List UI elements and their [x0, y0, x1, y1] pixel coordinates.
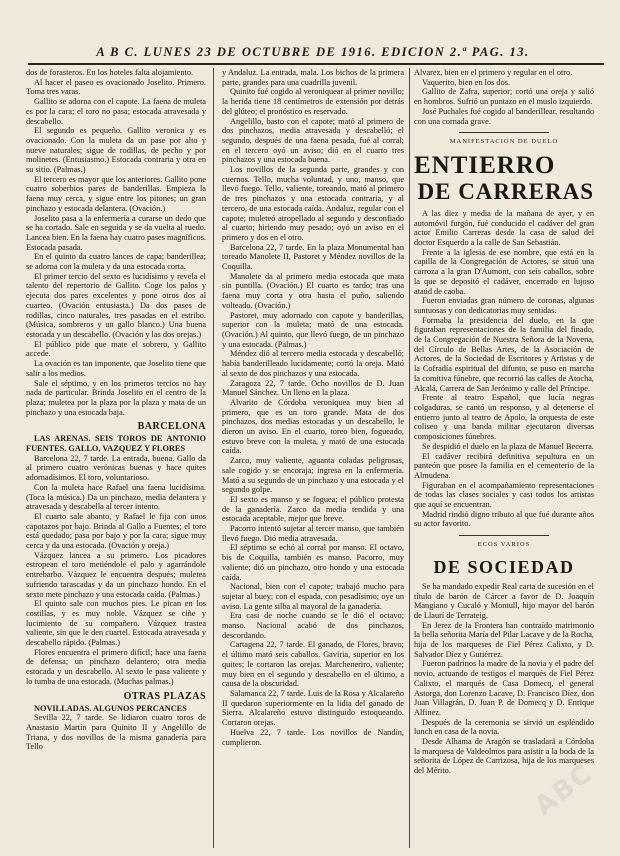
paragraph: Fueron padrinos la madre de la novia y el padre del novio, actuando de testigos el marqués de Fiel Pérez Calixto, el marqués de Casa Domecq, el general Astorga, don Lorenzo Lacave, D. Francisco Díez, don Juan Villagrán, D. Juan P. de Domecq y D. Enrique Alfinez. [414, 659, 594, 717]
subheading: NOVILLADAS. ALGUNOS PERCANCES [34, 703, 187, 713]
paragraph: El primer tercio del sexto es lucidísimo y revela el talento del repertorio de Gallito. Coge los palos y ejecuta dos pares excelentes y pone otros dos al cuarteo. (Ovación entusiasta.) Da dos pases de rodillas, cinco naturales, tres pasadas en el estribo. (Música, sombreros y un gallo blanco.) Una buena estocada y un descabello. (Ovación y las dos orejas.) [26, 271, 206, 339]
paragraph: La ovación es tan imponente, que Joselito tiene que salir a los medios. [26, 359, 206, 378]
section-heading-barcelona: BARCELONA [137, 421, 206, 433]
paragraph: dos de forasteros. En los hoteles falta alojamiento. [26, 68, 194, 77]
column-divider [213, 68, 214, 848]
paragraph: Gallito se adorna con el capote. La faena de muleta es por la cara; el toro no pasa; estocada atravesada y descabello. [26, 97, 206, 126]
section-caption: MANIFESTACION DE DUELO [449, 138, 559, 146]
section-caption: ECOS VARIOS [477, 541, 531, 549]
divider [459, 132, 549, 133]
paragraph: Huelva 22, 7 tarde. Los novillos de Nandín, cumplieron. [222, 727, 404, 747]
paragraph: y Andaluz. La entrada, mala. Los bichos de la primera parte, grandes para una cuadrilla juvenil. [222, 68, 404, 87]
subheading: LAS ARENAS. SEIS TOROS DE ANTONIO FUENTES. GALLO, VAZQUEZ Y FLORES [26, 434, 206, 454]
paragraph: Madrid rindió digno tributo al que fué durante años su actor favorito. [414, 509, 594, 529]
paragraph: Vázquez lancea a su primero. Los picadores estropean el toro metiéndole el palo y agarrándole entrebarbo. Vázquez le encuentra después; muletea sufriendo tarascadas y da un pinchazo hondo. En el sexto mete pinchazo y una estocada caída. (Palmas.) [26, 550, 206, 599]
paragraph: El séptimo se echó al corral por manso. El octavo, bis de Coquilla, también es manso. Pacorro, muy valiente; dió un pinchazo, otro hondo y una estocada caída. [222, 543, 404, 582]
paragraph: En el quinto da cuatro lances de capa; banderillea; se adorna con la muleta y da una estocada corta. [26, 252, 206, 272]
paragraph: Era casi de noche cuando se le dió el octavo; manso. Nacional acabó de dos pinchazos, descordando. [222, 611, 404, 640]
paragraph: Pacorro intentó sujetar al tercer manso, que también llevó fuego. Dió media atravesada. [222, 524, 404, 543]
headline-de-sociedad: DE SOCIEDAD [433, 556, 575, 577]
paragraph: Desde Alhama de Aragón se trasladará a Córdoba la marquesa de Valdeolmos para asistir a la boda de la señorita de López de Carrizosa, hija de los marqueses del Mérito. [414, 737, 594, 776]
paragraph: Manolete da al primero media estocada que mata sin puntilla. (Ovación.) El cuarto es tardo; tras una faena muy corta y otra hasta el puño, saliendo volteado. (Ovación.) [222, 271, 404, 310]
paragraph: Joselito pasa a la enfermería a curarse un dedo que se ha cortado. Sale en seguida y se da vuelta al ruedo. Lancea bien. En la faena hay cuatro pases magníficos. Estocada pasada. [26, 213, 206, 252]
paragraph: Nacional, bien con el capote; trabajó mucho para sujetar al buey; con el espada, con pesadísimo; oye un aviso. La gente silba al mayoral de la ganadería. [222, 582, 404, 611]
paragraph: Zarco, muy valiente, aguanta coladas peligrosas, sale cogido y se encoraja; ingresa en la enfermería. Mató a su segundo de un pinchazo y una estocada y el segundo golpe. [222, 456, 404, 495]
paragraph: El quinto sale con muchos pies. Le pican en los costillas, y es muy noble. Vázquez se ciñe y lucimiento de su compañero. Vázquez trastea valiente, sin que le den cuartel. Estocada atravesada y descabello rápido. (Palmas.) [26, 599, 206, 648]
paragraph: Con la muleta hace Rafael una faena lucidísima. (Toca la música.) Da un pinchazo, media delantera y atravesada y descabella al tercer intento. [26, 482, 206, 512]
paragraph: Después de la ceremonia se sirvió un espléndido lunch en casa de la novia. [414, 717, 594, 737]
paragraph: El segundo es pequeño. Gallito veronica y es ovacionado. Con la muleta da un pase por alto y nueve naturales; sigue de rodillas, de pecho y por molinetes. (Entusiasmo.) Estocada contraria y otra en su sitio. (Palmas.) [26, 126, 206, 175]
paragraph: Figuraban en el acompañamiento representaciones de todas las clases sociales y casi todos los artistas que aquí se encuentran. [414, 480, 594, 510]
watermark: ABC [529, 758, 600, 822]
paragraph: Alvarito de Córdoba veroniquea muy bien al primero, que es un toro grande. Mata de dos pinchazos, dos medias estocadas y un descabello, le dieron un aviso. En el cuarto, toreo bien, fogueado, estuvo breve con la muleta, y mató de una estocada caída. [222, 397, 404, 456]
paragraph: En Jerez de la Frontera han contraído matrimonio la bella señorita María del Pilar Lacave y de la Rocha, hija de los marqueses de Fiel Pérez Calixto, y D. Salvador Díez y Gutiérrez. [414, 620, 594, 659]
paragraph: Frente al teatro Español, que lucía negras colgaduras, se cantó un responso, y al detenerse el entierro junto al teatro de Apolo, la orquesta de este coliseo y una banda militar ejecutaron diversas composiciones fúnebres. [414, 393, 594, 442]
paragraph: Vaquerito, bien en los dos. [422, 77, 511, 87]
paragraph: Fueron enviadas gran número de coronas, algunas suntuosas y con dedicatorias muy sentidas. [414, 296, 594, 315]
header-rule [28, 63, 604, 65]
paragraph: Sale el séptimo, y en los primeros tercios no hay nada de particular. Brinda Joselito en el centro de la plaza; muletea por la plaza por la plaza y mata de un pinchazo y una estocada baja. [26, 378, 206, 417]
paragraph: El público pide que mate el sobrero, y Gallito accede. [26, 339, 206, 359]
paragraph: Cartagena 22, 7 tarde. El ganado, de Flores, bravo; el último mató seis caballos. Gaviria, superior en los quites; le cortaron las orejas. Marcheneriro, valiente; muy bien en el segundo y descabello en el último, a causa de la obscuridad. [222, 640, 404, 689]
column-1 [26, 68, 206, 848]
paragraph: Gallito de Zafra, superior; cortó una oreja y salió en hombros. Sufrió un puntazo en el muslo izquierdo. [414, 87, 594, 107]
paragraph: Se despidió el duelo en la plaza de Manuel Becerra. [422, 441, 594, 451]
paragraph: Barcelona 22, 7 tarde. En la plaza Monumental han toreado Manolete II, Pastoret y Méndez novillos de la Coquilla. [222, 242, 404, 272]
page-header: A B C. LUNES 23 DE OCTUBRE DE 1916. EDICION 2.ª PAG. 13. [96, 45, 530, 59]
paragraph: Zaragoza 22, 7 tarde. Ocho novillos de D. Juan Manuel Sánchez. Un lleno en la plaza. [222, 378, 404, 398]
paragraph: Frente a la iglesia de ese nombre, que está en la capilla de la Congregación de Actores, se situó una carroza a la gran D'Aumont, con seis caballos, sobre la que se depositó el cadáver, encerrado en lujoso ataúd de caoba. [414, 247, 594, 296]
paragraph: Quinito fué cogido al veroniquear al primer novillo; la herida tiene 18 centímetros de extensión por detrás del glúteo; el pronóstico es reservado. [222, 87, 404, 116]
column-3 [414, 68, 594, 848]
paragraph: Angelillo, basto con el capote; mató al primero de dos pinchazos, media atravesada y descabelló; el segundo, después de una faena pesada, fué al corral; en el tercero oyó un aviso; dió en el cuarto tres pinchazos y una estocada buena. [222, 116, 404, 165]
column-2 [222, 68, 404, 848]
paragraph: El tercero es mayor que los anteriores. Gallito pone cuatro soberbios pares de banderillas. Empieza la faena muy cerca, y sigue entre los pitones; un gran pinchazo y estocada delantera. (Ovación.) [26, 174, 206, 213]
paragraph: El sexto es manso y se foguea; el público protesta de la ganadería. Zarco da media tendida y una estocada aceptable, mejor que breve. [222, 494, 404, 524]
headline-de-carreras: DE CARRERAS [417, 178, 594, 204]
section-heading-otras-plazas: OTRAS PLAZAS [123, 690, 206, 702]
paragraph: Barcelona 22, 7 tarde. La entrada, buena. Gallo da al primero cuatro verónicas buenas y hace quites adornadísimos. El toro, voluntarioso. [26, 453, 206, 483]
paragraph: Flores encuentra el primero difícil; hace una faena de defensa; un pinchazo delantero; otra media estocada y un descabello. Al sexto le pasa valiente y lo tumba de una estocada. (Muchas palmas.) [26, 647, 206, 686]
paragraph: Formaba la presidencia del duelo, en la que figuraban representaciones de la familia del finado, de la Congregación de Nuestra Señora de la Novena, del Círculo de Bellas Artes, de la Asociación de Actores, de la Sociedad de Escritores y Artistas y de la Cofradía espiritual del difunto, se puso en marcha la comitiva fúnebre, que recorrió las calles de Atocha, Alcalá, Carrera de San Jerónimo y calle del Príncipe. [414, 315, 594, 393]
paragraph: A las diez y media de la mañana de ayer, y en automóvil furgón, fué conducido el cadáver del gran actor Emilio Carreras desde la casa de salud del doctor Esquerdo a la calle de San Sebastián. [414, 208, 594, 248]
column-divider [409, 68, 410, 848]
paragraph: Salamanca 22, 7 tarde. Luis de la Rosa y Alcalareño II quedaron superiormente en la lidia del ganado de Sierra. Alcalareño estuvo distinguido estoqueando. Cortaron orejas. [222, 689, 404, 728]
paragraph: Pastoret, muy adornado con capote y banderillas, superior con la muleta; mató de una estocada. (Ovación.) Al quinto, que llevó fuego, de un pinchazo y una estocada. (Palmas.) [222, 310, 404, 349]
paragraph: Se ha mandado expedir Real carta de sucesión en el título de barón de Cárcer a favor de D. Joaquín Mangiano y Cucaló y Montull, hijo mayor del barón de Llaurí de Terrateig. [414, 581, 594, 620]
paragraph: Alvarez, bien en el primero y regular en el otro. [414, 68, 573, 77]
paragraph: Los novillos de la segunda parte, grandes y con cuernos. Tello, mucha voluntad, y uno, manso, que llevó fuego. Tello, valiente, toreando, mató al primero de tres pinchazos y una estocada contraria, y al tercero, de una estocada caída. Andaluz, regular con el capote; muleteó atropellado al segundo y desconfiado al cuarto; hiriendo muy pesado; oyó un aviso en el primero y dos en el otro. [222, 165, 404, 242]
paragraph: Sevilla 22, 7 tarde. Se lidiaron cuatro toros de Anastasio Martín para Quinito II y Angelillo de Triana, y dos novillos de la misma ganadería para Tello [26, 713, 206, 752]
headline-entierro: ENTIERRO [414, 151, 556, 179]
paragraph: El cuarto sale abanto, y Rafael le fija con unos capotazos por bajo. Brinda al Gallo a Fuentes; el toro está quedado; pasa por bajo y por la cara; sigue muy cerca y da una estocada. (Ovación y oreja.) [26, 511, 206, 551]
paragraph: El cadáver recibirá definitiva sepultura en un panteón que posee la familia en el cementerio de la Almudena. [414, 451, 594, 480]
paragraph: José Puchales fué cogido al banderillear, resultando con una cornada grave. [414, 106, 594, 126]
paragraph: Al hacer el paseo es ovacionado Joselito. Primero. Toma tres varas. [26, 77, 206, 97]
paragraph: Méndez dió al tercero media estocada y descabelló; había banderilleado lucidamente; cortó la oreja. Mató al sexto de dos pinchazos y una estocada. [222, 349, 404, 378]
divider [459, 535, 549, 536]
